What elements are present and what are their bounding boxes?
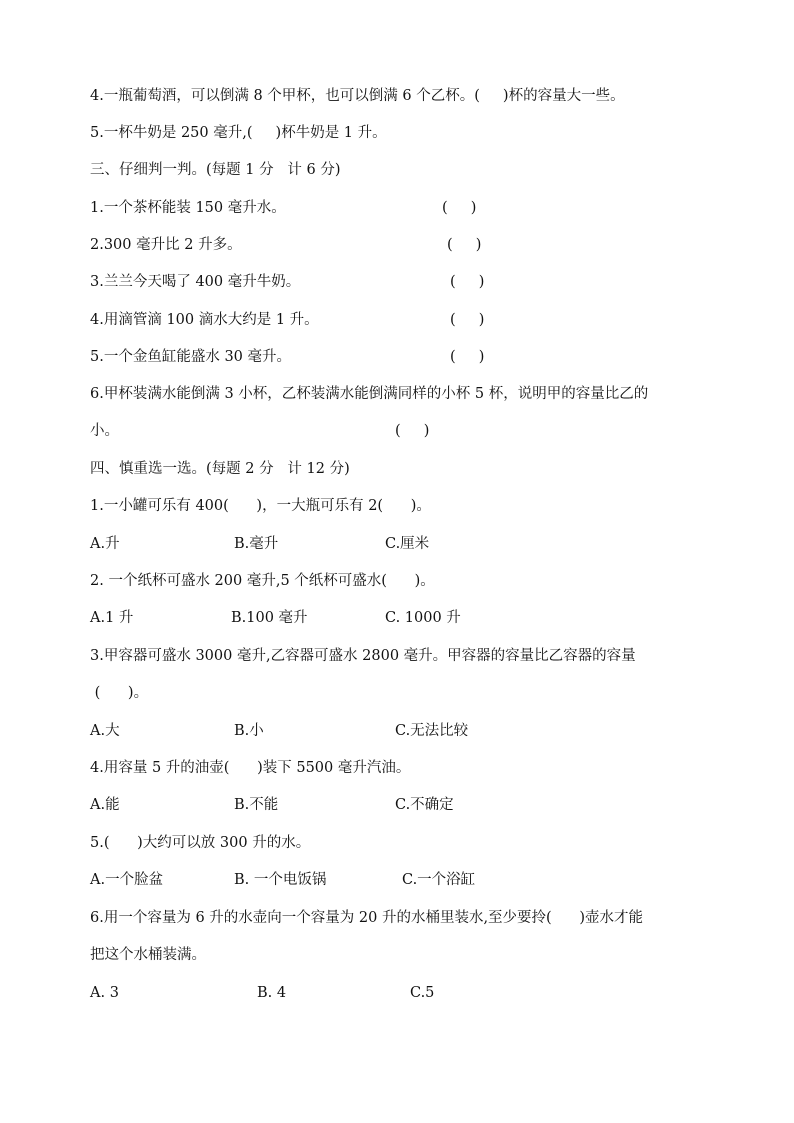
judge-answer-2: ( ) bbox=[447, 237, 482, 253]
choice-q6-line2: 把这个水桶装满。 bbox=[90, 947, 206, 963]
judge-item-4: 4.用滴管滴 100 滴水大约是 1 升。 bbox=[90, 312, 319, 328]
choice-q6-option-b: B. 4 bbox=[257, 985, 287, 1001]
choice-q1-option-b: B.毫升 bbox=[234, 536, 279, 552]
judge-answer-4: ( ) bbox=[450, 312, 485, 328]
choice-q5-option-b: B. 一个电饭锅 bbox=[234, 872, 327, 888]
choice-q4-option-b: B.不能 bbox=[234, 797, 279, 813]
choice-q6-option-c: C.5 bbox=[410, 985, 435, 1001]
choice-q5: 5.( )大约可以放 300 升的水。 bbox=[90, 835, 311, 851]
choice-q5-option-a: A.一个脸盆 bbox=[90, 872, 164, 888]
choice-q5-option-c: C.一个浴缸 bbox=[402, 872, 476, 888]
choice-q4: 4.用容量 5 升的油壶( )装下 5500 毫升汽油。 bbox=[90, 760, 411, 776]
judge-item-1: 1.一个茶杯能装 150 毫升水。 bbox=[90, 200, 286, 216]
judge-answer-5: ( ) bbox=[450, 349, 485, 365]
judge-answer-6: ( ) bbox=[395, 423, 430, 439]
choice-q6-line1: 6.用一个容量为 6 升的水壶向一个容量为 20 升的水桶里装水,至少要拎( )壶水才能 bbox=[90, 910, 644, 926]
section-3-title: 三、仔细判一判。(每题 1 分 计 6 分) bbox=[90, 162, 341, 178]
section-4-title: 四、慎重选一选。(每题 2 分 计 12 分) bbox=[90, 461, 350, 477]
choice-q4-option-a: A.能 bbox=[90, 797, 120, 813]
choice-q1: 1.一小罐可乐有 400( )，一大瓶可乐有 2( )。 bbox=[90, 498, 431, 514]
choice-q2: 2. 一个纸杯可盛水 200 毫升,5 个纸杯可盛水( )。 bbox=[90, 573, 435, 589]
choice-q1-option-a: A.升 bbox=[90, 536, 120, 552]
choice-q3-option-b: B.小 bbox=[234, 723, 264, 739]
judge-answer-1: ( ) bbox=[442, 200, 477, 216]
judge-item-3: 3.兰兰今天喝了 400 毫升牛奶。 bbox=[90, 274, 301, 290]
choice-q3-line2: ( )。 bbox=[90, 685, 149, 701]
judge-answer-3: ( ) bbox=[450, 274, 485, 290]
choice-q6-option-a: A. 3 bbox=[90, 985, 119, 1001]
judge-item-5: 5.一个金鱼缸能盛水 30 毫升。 bbox=[90, 349, 292, 365]
choice-q2-option-a: A.1 升 bbox=[90, 610, 134, 626]
choice-q3-option-a: A.大 bbox=[90, 723, 120, 739]
choice-q3-option-c: C.无法比较 bbox=[395, 723, 469, 739]
question-4-wine: 4.一瓶葡萄酒，可以倒满 8 个甲杯，也可以倒满 6 个乙杯。( )杯的容量大一些。 bbox=[90, 88, 625, 104]
choice-q4-option-c: C.不确定 bbox=[395, 797, 454, 813]
judge-item-6-line2: 小。 bbox=[90, 423, 119, 439]
choice-q2-option-c: C. 1000 升 bbox=[385, 610, 461, 626]
judge-item-6-line1: 6.甲杯装满水能倒满 3 小杯，乙杯装满水能倒满同样的小杯 5 杯，说明甲的容量比乙的 bbox=[90, 386, 649, 402]
question-5-milk: 5.一杯牛奶是 250 毫升,( )杯牛奶是 1 升。 bbox=[90, 125, 387, 141]
judge-item-2: 2.300 毫升比 2 升多。 bbox=[90, 237, 242, 253]
choice-q3-line1: 3.甲容器可盛水 3000 毫升,乙容器可盛水 2800 毫升。甲容器的容量比乙容器的容量 bbox=[90, 648, 636, 664]
choice-q2-option-b: B.100 毫升 bbox=[231, 610, 308, 626]
choice-q1-option-c: C.厘米 bbox=[385, 536, 430, 552]
